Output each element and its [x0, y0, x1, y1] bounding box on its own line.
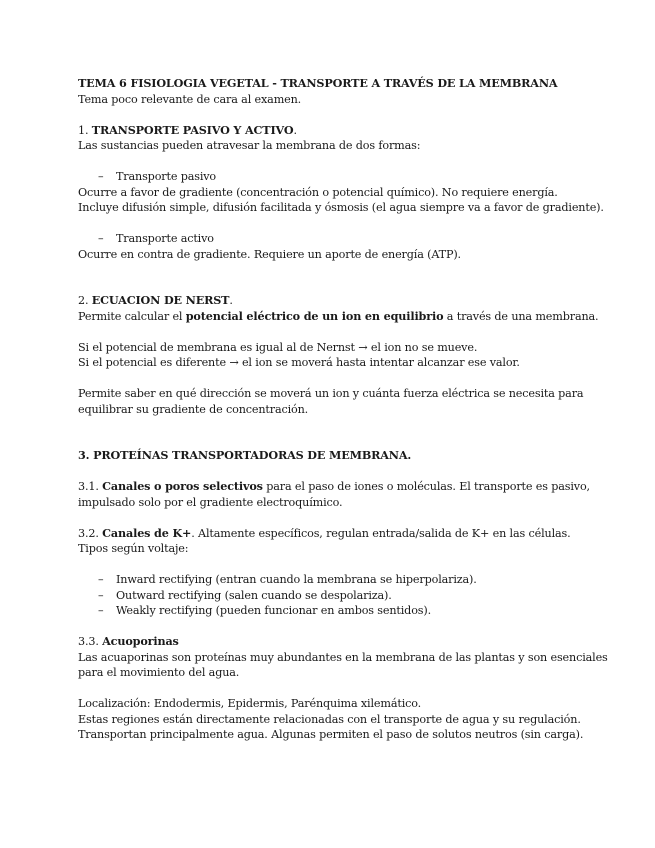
list-item: – Outward rectifying (salen cuando se despolariza).: [98, 588, 392, 602]
activo-line-1: Ocurre en contra de gradiente. Requiere un aporte de energía (ATP).: [78, 247, 461, 261]
nernst-line-2: Si el potencial de membrana es igual al de Nernst → el ion no se mueve.: [78, 340, 478, 354]
document-page: [78, 76, 638, 743]
acuaporinas-line-4: Estas regiones están directamente relacionadas con el transporte de agua y su regulación.: [78, 712, 581, 726]
document-subtitle: Tema poco relevante de cara al examen.: [78, 92, 302, 106]
acuaporinas-line-1: Las acuaporinas son proteínas muy abundantes en la membrana de las plantas y son esenciales: [78, 650, 608, 664]
acuaporinas-line-3: Localización: Endodermis, Epidermis, Parénquima xilemático.: [78, 697, 422, 710]
subsection-3-1: 3.1. Canales o poros selectivos para el paso de iones o moléculas. El transporte es pasivo,: [78, 479, 590, 493]
subsection-3-2-line-2: Tipos según voltaje:: [78, 542, 189, 555]
subsection-3-2: 3.2. Canales de K+. Altamente específicos, regulan entrada/salida de K+ en las células.: [78, 525, 571, 540]
nernst-line-1: Permite calcular el potencial eléctrico de un ion en equilibrio a través de una membrana.: [78, 308, 599, 323]
list-item: – Inward rectifying (entran cuando la membrana se hiperpolariza).: [98, 573, 477, 586]
pasivo-line-2: Incluye difusión simple, difusión facilitada y ósmosis (el agua siempre va a favor de gradiente).: [78, 201, 604, 214]
section-3-heading: 3. PROTEÍNAS TRANSPORTADORAS DE MEMBRANA.: [78, 448, 412, 462]
section-1-heading: 1. TRANSPORTE PASIVO Y ACTIVO.: [78, 122, 297, 137]
nernst-line-5: equilibrar su gradiente de concentración.: [78, 402, 309, 416]
bullet-transporte-activo: – Transporte activo: [98, 232, 214, 245]
nernst-line-4: Permite saber en qué dirección se moverá un ion y cuánta fuerza eléctrica se necesita para: [78, 387, 584, 400]
section-2-heading: 2. ECUACION DE NERST.: [78, 293, 233, 307]
nernst-line-3: Si el potencial es diferente → el ion se moverá hasta intentar alcanzar ese valor.: [78, 356, 520, 369]
pasivo-line-1: Ocurre a favor de gradiente (concentración o potencial químico). No requiere energía.: [78, 185, 558, 199]
bullet-transporte-pasivo: – Transporte pasivo: [98, 170, 217, 183]
acuaporinas-line-5: Transportan principalmente agua. Algunas permiten el paso de solutos neutros (sin carga).: [78, 728, 584, 741]
section-1-intro: Las sustancias pueden atravesar la membrana de dos formas:: [78, 139, 421, 152]
subsection-3-1-line-2: impulsado solo por el gradiente electroquímico.: [78, 495, 343, 509]
subsection-3-3: 3.3. Acuoporinas: [78, 634, 179, 648]
list-item: – Weakly rectifying (pueden funcionar en ambos sentidos).: [98, 604, 431, 617]
acuaporinas-line-2: para el movimiento del agua.: [78, 666, 240, 679]
document-title: TEMA 6 FISIOLOGIA VEGETAL - TRANSPORTE A TRAVÉS DE LA MEMBRANA: [78, 76, 558, 90]
